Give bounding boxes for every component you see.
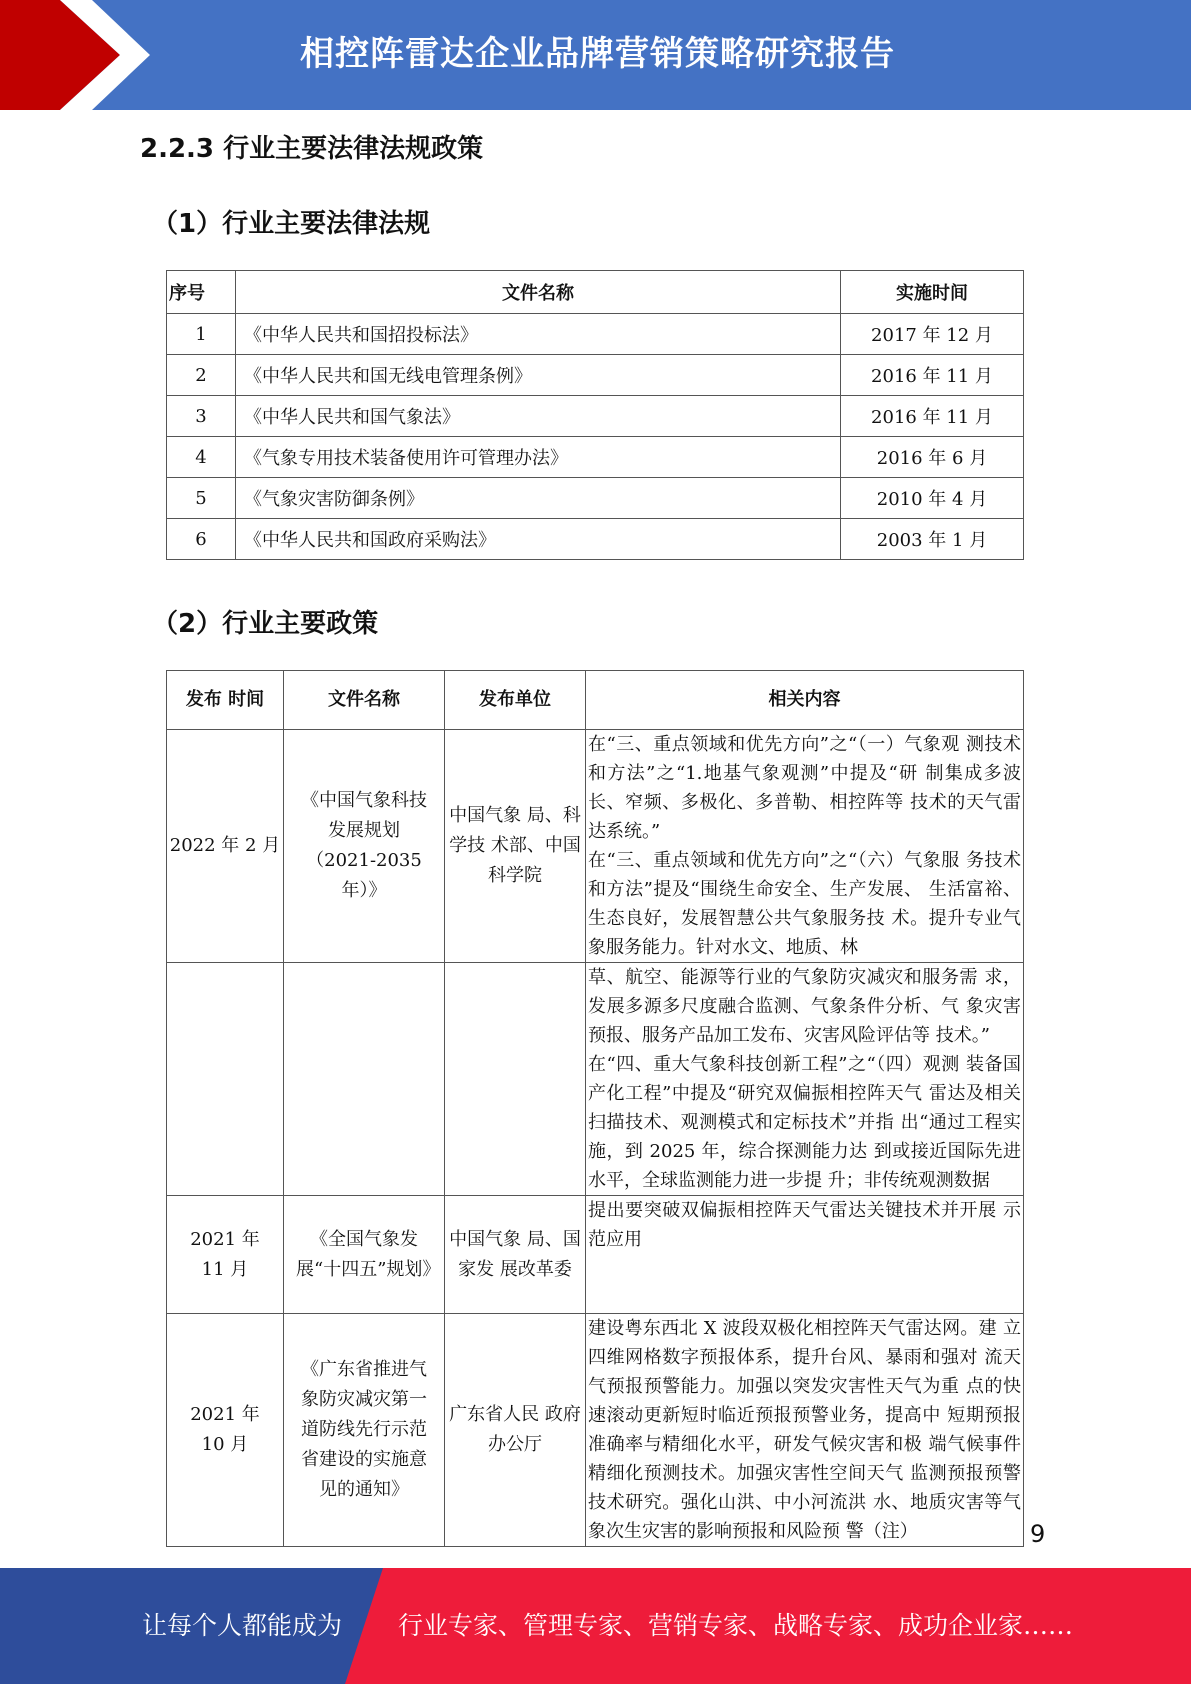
row-number: 6 (167, 519, 236, 560)
table-row (167, 1196, 1024, 1314)
page-header (0, 0, 1191, 110)
policy-content: 提出要突破双偏振相控阵天气雷达关键技术并开展 示范应用 (586, 1196, 1024, 1314)
publish-date: 2021 年 10 月 (167, 1314, 284, 1547)
column-header: 发布 时间 (167, 671, 284, 730)
table-row (167, 437, 1024, 478)
footer-slogan-right: 行业专家、管理专家、营销专家、战略专家、成功企业家…… (398, 1611, 1074, 1640)
policy-name: 《全国气象发展“十四五”规划》 (284, 1196, 445, 1314)
policy-name (284, 963, 445, 1196)
issuing-body: 中国气象 局、科学技 术部、中国 科学院 (445, 730, 586, 963)
table-row (167, 478, 1024, 519)
effective-date: 2016 年 6 月 (841, 437, 1024, 478)
table-row (167, 1314, 1024, 1547)
table-header-row (167, 671, 1024, 730)
document-name: 《气象灾害防御条例》 (236, 478, 841, 519)
table-row (167, 963, 1024, 1196)
policies-heading: （2）行业主要政策 (152, 609, 379, 639)
document-name: 《中华人民共和国气象法》 (236, 396, 841, 437)
laws-table (166, 270, 1024, 560)
laws-heading: （1）行业主要法律法规 (152, 209, 431, 239)
effective-date: 2010 年 4 月 (841, 478, 1024, 519)
document-name: 《气象专用技术装备使用许可管理办法》 (236, 437, 841, 478)
policy-content: 草、航空、能源等行业的气象防灾减灾和服务需 求，发展多源多尺度融合监测、气象条件分析、气 象灾害预报、服务产品加工发布、灾害风险评估等 技术。” 在“四、重大气象科技创新工程”之“（四）观测 装备国产化工程”中提及“研究双偏振相控阵天气 雷达及相关扫描技术、观测模式和定标技术”并指 出“通过工程实施，到 2025 年，综合探测能力达 到或接近国际先进水平，全球监测能力进一步提 升；非传统观测数据 (586, 963, 1024, 1196)
table-header-row (167, 271, 1024, 314)
footer-slogan-left: 让每个人都能成为 (142, 1611, 343, 1640)
document-name: 《中华人民共和国无线电管理条例》 (236, 355, 841, 396)
policy-content: 在“三、重点领域和优先方向”之“（一）气象观 测技术和方法”之“1.地基气象观测”中提及“研 制集成多波长、窄频、多极化、多普勒、相控阵等 技术的天气雷达系统。” 在“三、重点领域和优先方向”之“（六）气象服 务技术和方法”提及“围绕生命安全、生产发展、 生活富裕、生态良好，发展智慧公共气象服务技 术。提升专业气象服务能力。针对水文、地质、林 (586, 730, 1024, 963)
table-row (167, 396, 1024, 437)
column-header: 文件名称 (284, 671, 445, 730)
effective-date: 2016 年 11 月 (841, 355, 1024, 396)
column-header: 实施时间 (841, 271, 1024, 314)
issuing-body: 广东省人民 政府办公厅 (445, 1314, 586, 1547)
effective-date: 2016 年 11 月 (841, 396, 1024, 437)
row-number: 4 (167, 437, 236, 478)
table-row (167, 730, 1024, 963)
document-name: 《中华人民共和国政府采购法》 (236, 519, 841, 560)
table-row (167, 314, 1024, 355)
column-header: 相关内容 (586, 671, 1024, 730)
table-row (167, 519, 1024, 560)
policies-table (166, 670, 1024, 1547)
policy-content: 建设粤东西北 X 波段双极化相控阵天气雷达网。建 立四维网格数字预报体系，提升台风、暴雨和强对 流天气预报预警能力。加强以突发灾害性天气为重 点的快速滚动更新短时临近预报预警业务，提高中 短期预报准确率与精细化水平，研发气候灾害和极 端气候事件精细化预测技术。加强灾害性空间天气 监测预报预警技术研究。强化山洪、中小河流洪 水、地质灾害等气象次生灾害的影响预报和风险预 警（注） (586, 1314, 1024, 1547)
effective-date: 2017 年 12 月 (841, 314, 1024, 355)
row-number: 1 (167, 314, 236, 355)
page-footer (0, 1568, 1191, 1684)
publish-date: 2022 年 2 月 (167, 730, 284, 963)
document-name: 《中华人民共和国招投标法》 (236, 314, 841, 355)
row-number: 2 (167, 355, 236, 396)
column-header: 文件名称 (236, 271, 841, 314)
page-number: 9 (1030, 1520, 1046, 1548)
policy-name: 《中国气象科技发展规划（2021-2035 年）》 (284, 730, 445, 963)
effective-date: 2003 年 1 月 (841, 519, 1024, 560)
column-header: 序号 (167, 271, 236, 314)
issuing-body (445, 963, 586, 1196)
publish-date (167, 963, 284, 1196)
issuing-body: 中国气象 局、国家发 展改革委 (445, 1196, 586, 1314)
row-number: 5 (167, 478, 236, 519)
publish-date: 2021 年 11 月 (167, 1196, 284, 1314)
column-header: 发布单位 (445, 671, 586, 730)
report-title: 相控阵雷达企业品牌营销策略研究报告 (300, 34, 895, 74)
row-number: 3 (167, 396, 236, 437)
section-heading: 2.2.3 行业主要法律法规政策 (140, 134, 484, 164)
policy-name: 《广东省推进气象防灾减灾第一道防线先行示范省建设的实施意见的通知》 (284, 1314, 445, 1547)
table-row (167, 355, 1024, 396)
